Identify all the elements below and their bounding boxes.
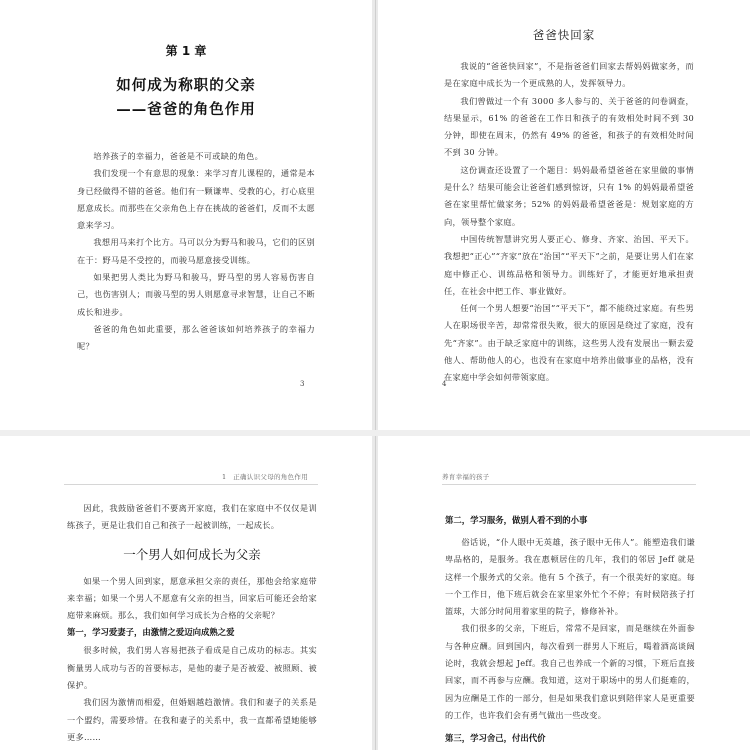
paragraph: 俗话说，“仆人眼中无英雄，孩子眼中无伟人”。能塑造我们谦卑品格的，是服务。我在惠顿居住的几年，我们的邻居 Jeff 就是这样一个服务式的父亲。他有 5 个孩子，有一个很美好的家庭。每一个工作日，他下班后就会在家里家外忙个不停；有时候陪孩子打篮球，大部分时间用着家里的院子，修修补补。 — [445, 537, 695, 617]
chapter-title: 如何成为称职的父亲 — [116, 78, 256, 94]
page-3 — [0, 0, 372, 430]
section-title: 爸爸快回家 — [532, 28, 596, 42]
running-head: 1 正确认识父母的角色作用 — [221, 473, 308, 481]
page-number: 3 — [300, 380, 305, 388]
paragraph: 任何一个男人想要“治国”“平天下”，都不能绕过家庭。有些男人在职场很辛苦，却常常很失败，很大的原因是绕过了家庭，没有先“齐家”。由于缺乏家庭中的训练，这些男人没有发展出一颗去爱他人、帮助他人的心，也没有在家庭中培养出做事业的品格，没有在家庭中学会如何带领家庭。 — [444, 303, 694, 383]
paragraph: 培养孩子的幸福力，爸爸是不可或缺的角色。 — [93, 151, 264, 161]
body-text — [445, 514, 695, 744]
chapter-subtitle: ——爸爸的角色作用 — [116, 102, 256, 118]
paragraph: 这份调查还设置了一个题目：妈妈最希望爸爸在家里做的事情是什么？结果可能会让爸爸们感到惊讶，只有 1% 的妈妈最希望爸爸在家里帮忙做家务；52% 的妈妈最希望爸爸是：规划家庭的方向，领导整个家庭。 — [444, 164, 694, 227]
paragraph: 爸爸的角色如此重要，那么爸爸该如何培养孩子的幸福力呢？ — [77, 323, 315, 352]
page-6 — [378, 436, 750, 750]
paragraph: 如果把男人类比为野马和骏马，野马型的男人容易伤害自己，也伤害别人；而骏马型的男人则愿意寻求智慧，让自己不断成长和进步。 — [77, 272, 315, 317]
body-text — [77, 148, 315, 356]
header-rule — [442, 484, 696, 485]
page-spine-line — [375, 0, 376, 750]
paragraph: 我们因为激情而相爱，但婚姻越趋激情。我们和妻子的关系是一个盟约，需要珍惜。在我和妻子的关系中，我一直都希望她能够更多…… — [67, 697, 317, 742]
chapter-label: 第 1 章 — [165, 44, 207, 58]
paragraph: 我们发现一个有意思的现象：来学习育儿课程的，通常是本身已经做得不错的爸爸。他们有一颗谦卑、受教的心，打心底里愿意成长。而那些在父亲角色上存在挑战的爸爸们，反而不太愿意来学习。 — [77, 168, 315, 231]
header-rule — [64, 484, 318, 485]
subsection-heading: 第二，学习服务，做别人看不到的小事 — [445, 515, 588, 525]
paragraph: 我说的“爸爸快回家”，不是指爸爸们回家去帮妈妈做家务，而是在家庭中成长为一个更成熟的人，发挥领导力。 — [444, 61, 694, 89]
paragraph: 如果一个男人回到家，愿意承担父亲的责任，那他会给家庭带来幸福；如果一个男人不愿意有父亲的担当，回家后可能还会给家庭带来麻烦。那么，我们如何学习成长为合格的父亲呢？ — [67, 575, 317, 621]
section-heading: 一个男人如何成长为父亲 — [123, 546, 261, 562]
body-text — [444, 58, 694, 387]
paragraph: 很多时候，我们男人容易把孩子看成是自己成功的标志。其实衡量男人成功与否的首要标志，是他的妻子是否被爱、被照顾、被保护。 — [67, 645, 317, 691]
page-4 — [378, 0, 750, 430]
page-number: 4 — [442, 380, 447, 388]
paragraph: 因此，我鼓励爸爸们不要离开家庭，我们在家庭中不仅仅是训练孩子，更是让我们自己和孩子一起被训练，一起成长。 — [67, 503, 317, 531]
paragraph: 我们很多的父亲，下班后，常常不是回家，而是继续在外面参与各种应酬。回到国内，每次看到一群男人下班后，喝着酒高谈阔论时，我就会想起 Jeff。我自己也养成一个新的习惯，下班后直接回家，而不再参与应酬。我知道，这对于职场中的男人们挺难的，因为应酬是工作的一部分，但是如果我们意识到陪伴家人是更重要的工作，也许我们会有勇气做出一些改变。 — [445, 623, 695, 720]
page-5 — [0, 436, 372, 750]
subsection-heading: 第三，学习舍己，付出代价 — [445, 733, 546, 744]
paragraph: 我想用马来打个比方。马可以分为野马和骏马，它们的区别在于：野马是不受控的，而骏马愿意接受训练。 — [77, 237, 315, 265]
subsection-heading: 第一，学习爱妻子，由激情之爱迈向成熟之爱 — [67, 627, 235, 638]
paragraph: 我们曾做过一个有 3000 多人参与的、关于爸爸的问卷调查，结果显示，61% 的爸爸在工作日和孩子的有效相处时间不到 30 分钟，即使在周末，仍然有 49% 的爸爸，和孩子的有效相处时间不到 30 分钟。 — [444, 95, 694, 158]
body-text — [67, 500, 317, 746]
paragraph: 中国传统智慧讲究男人要正心、修身、齐家、治国、平天下。我想把“正心”“齐家”放在“治国”“平天下”之前，是要让男人们在家庭中修正心、训练品格和领导力。训练好了，才能更好地承担责任，在社会中把工作、事业做好。 — [444, 233, 694, 296]
running-head: 养育幸福的孩子 — [442, 473, 490, 481]
